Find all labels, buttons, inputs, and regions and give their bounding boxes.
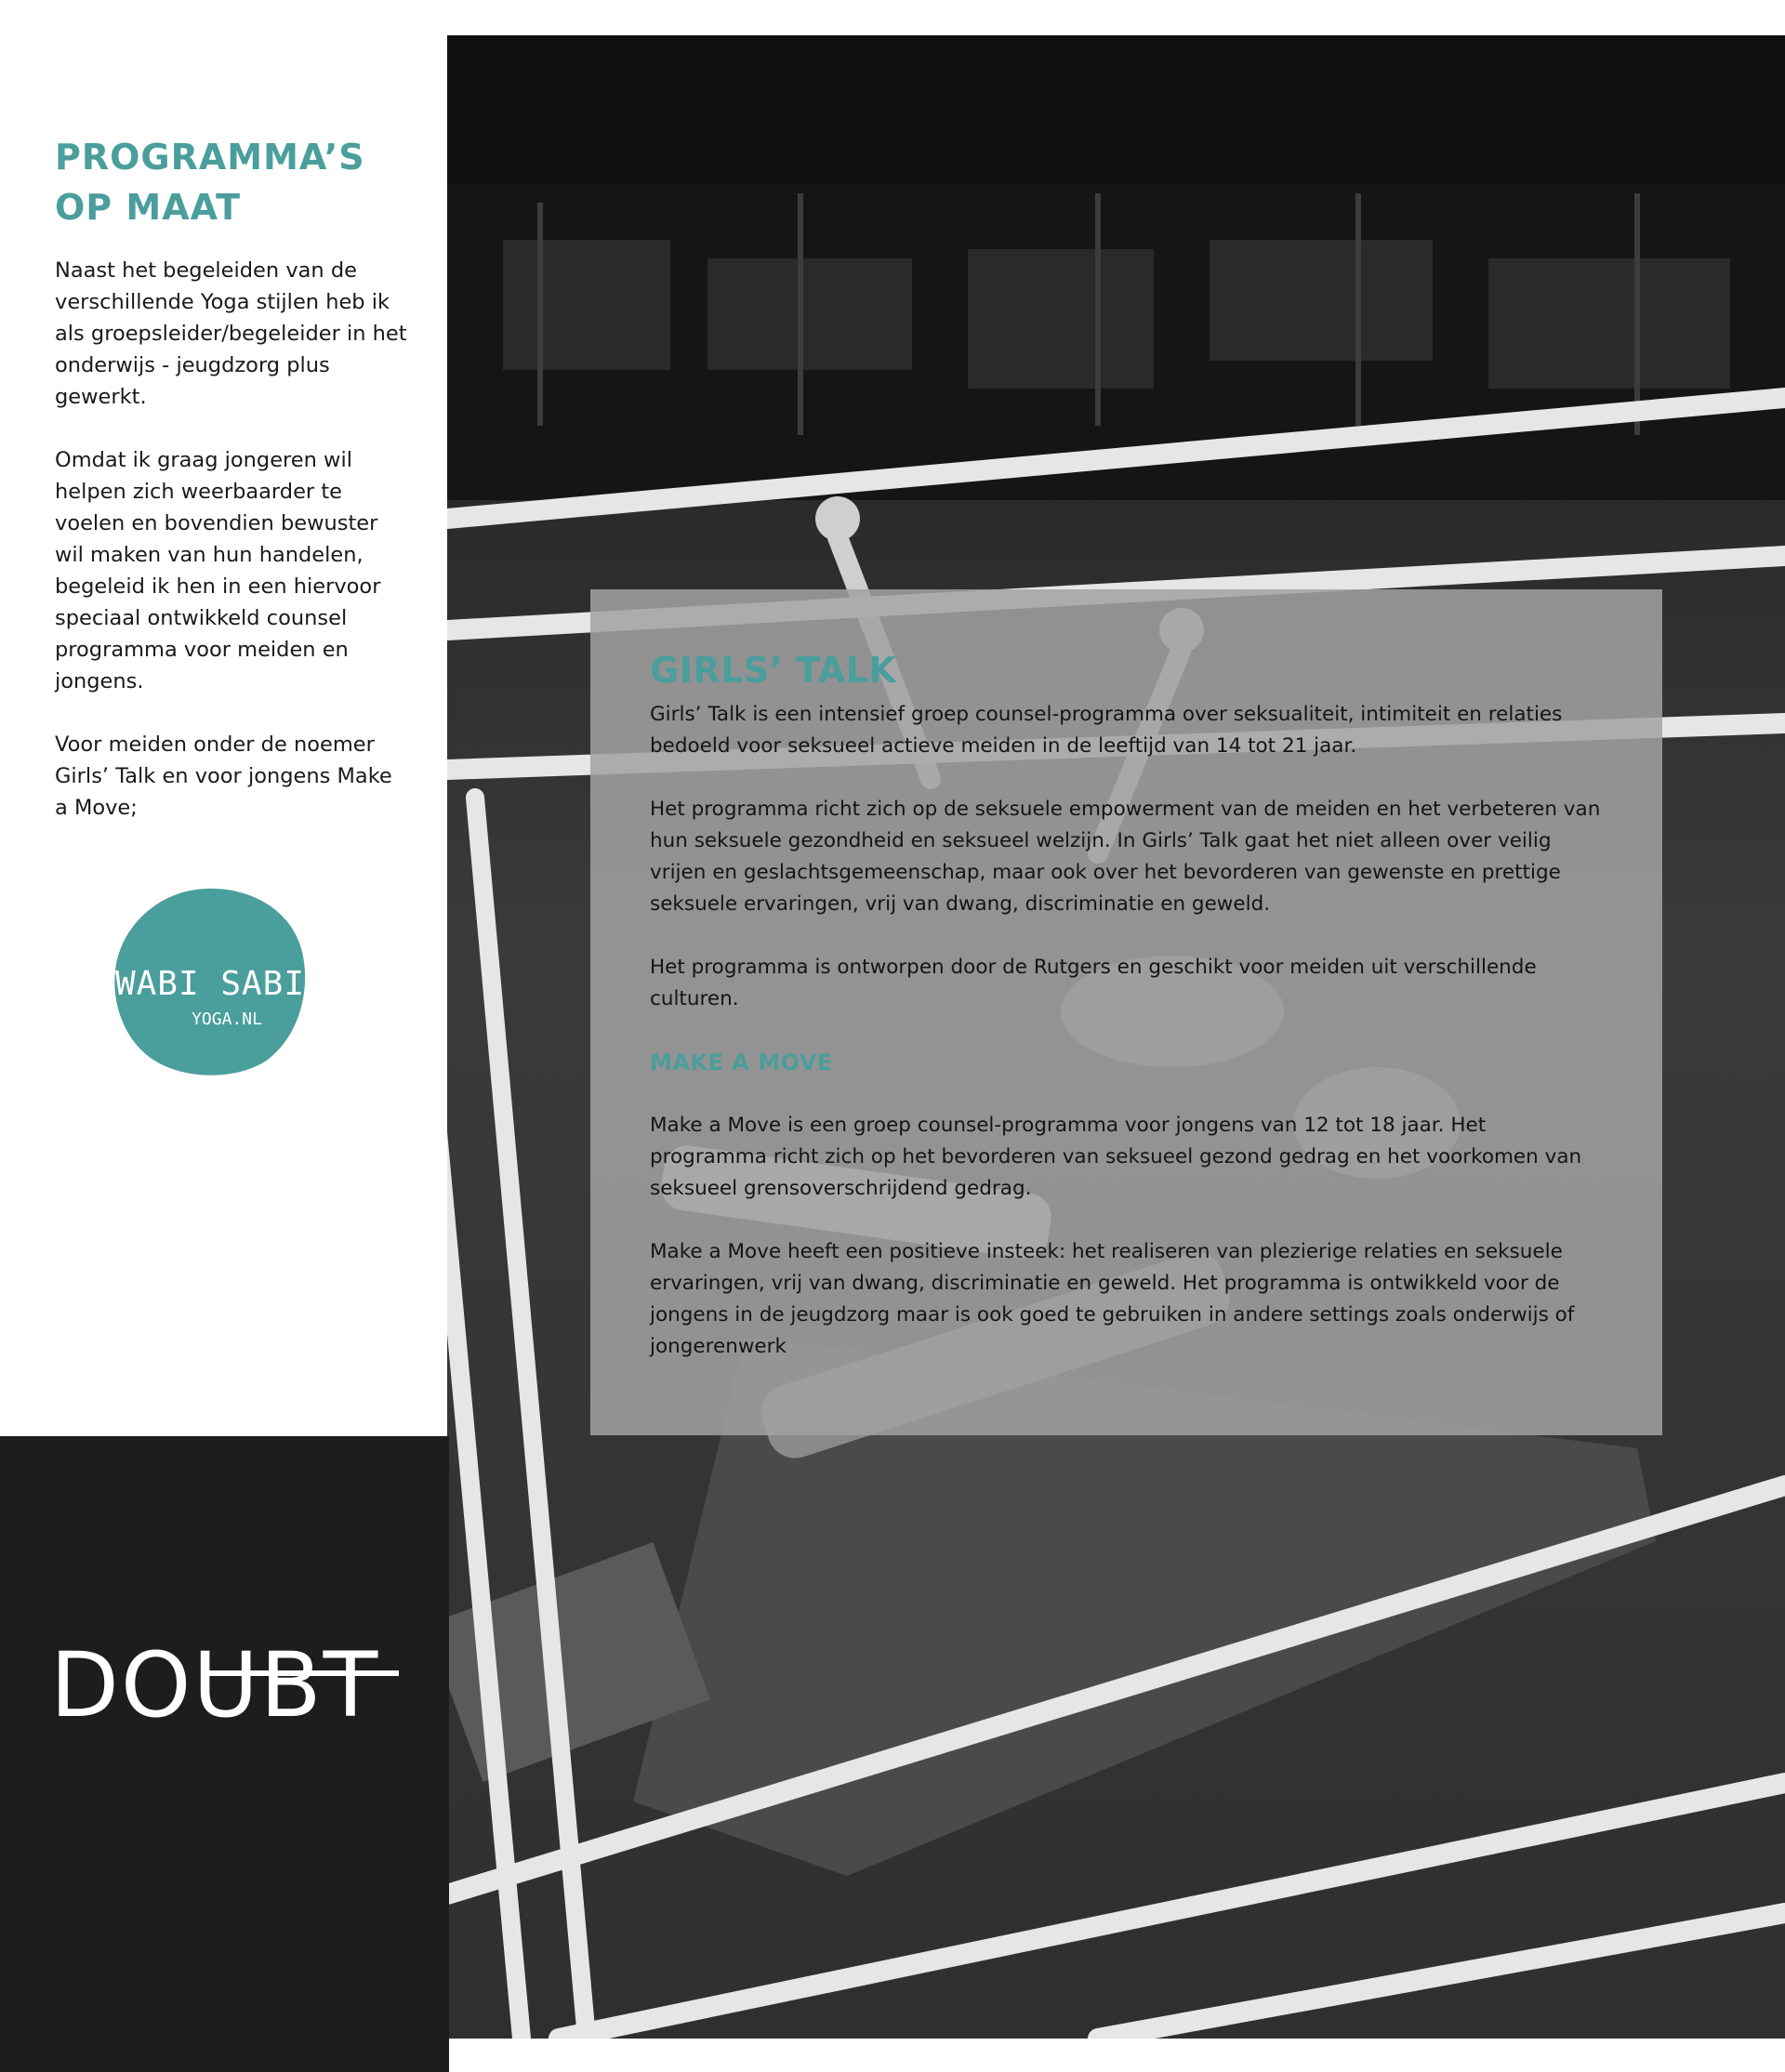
make-a-move-paragraph: Make a Move heeft een positieve insteek: het realiseren van plezierige relaties en seksuele ervaringen, vrij van dwang, discriminatie en geweld. Het programma is ontwikkeld voor de jongens in de jeugdzorg maar is ook goed te gebruiken in andere settings zoals onderwijs of jongerenwerk bbox=[650, 1240, 1575, 1358]
section-heading-make-a-move: MAKE A MOVE bbox=[650, 1049, 833, 1076]
doubt-wordmark: DOUBT bbox=[50, 1638, 380, 1727]
intro-paragraph: Omdat ik graag jongeren wil helpen zich weerbaarder te voelen en bovendien bewuster wil maken van hun handelen, begeleid ik hen in een hiervoor speciaal ontwikkeld counsel programma voor meiden en jongens. bbox=[55, 448, 381, 693]
wabi-sabi-logo bbox=[110, 885, 310, 1078]
intro-paragraph: Voor meiden onder de noemer Girls’ Talk en voor jongens Make a Move; bbox=[55, 732, 392, 820]
girls-talk-paragraph: Het programma richt zich op de seksuele empowerment van de meiden en het verbeteren van hun seksuele gezondheid en seksueel welzijn. In Girls’ Talk gaat het niet alleen over veilig vrijen en geslachtsgemeenschap, maar ook over het bevorderen van gewenste en prettige seksuele ervaringen, vrij van dwang, discriminatie en geweld. bbox=[650, 798, 1601, 916]
intro-paragraph: Naast het begeleiden van de verschillende Yoga stijlen heb ik als groepsleider/begeleider in het onderwijs - jeugdzorg plus gewerkt. bbox=[55, 258, 407, 409]
make-a-move-paragraph: Make a Move is een groep counsel-programma voor jongens van 12 tot 18 jaar. Het programma richt zich op het bevorderen van seksueel gezond gedrag en het voorkomen van seksueel grensoverschrijdend gedrag. bbox=[650, 1114, 1582, 1200]
page-title bbox=[55, 132, 408, 232]
girls-talk-paragraph: Girls’ Talk is een intensief groep counsel-programma over seksualiteit, intimiteit en relaties bedoeld voor seksueel actieve meiden in de leeftijd van 14 tot 21 jaar. bbox=[650, 703, 1563, 758]
program-panel bbox=[590, 589, 1662, 1435]
program-panel-content bbox=[650, 649, 1607, 1394]
page-title-line-1: PROGRAMMA’S bbox=[55, 137, 365, 178]
intro-text bbox=[55, 255, 408, 824]
doubt-logo bbox=[50, 1638, 403, 1727]
brand-block bbox=[0, 1436, 449, 2072]
logo-wordmark: WABI SABI bbox=[114, 965, 306, 1003]
logo-subline: YOGA.NL bbox=[192, 1010, 262, 1029]
girls-talk-paragraph: Het programma is ontworpen door de Rutgers en geschikt voor meiden uit verschillende culturen. bbox=[650, 956, 1537, 1010]
left-column bbox=[55, 132, 408, 855]
page-title-line-2: OP MAAT bbox=[55, 187, 241, 228]
section-heading-girls-talk: GIRLS’ TALK bbox=[650, 650, 897, 691]
